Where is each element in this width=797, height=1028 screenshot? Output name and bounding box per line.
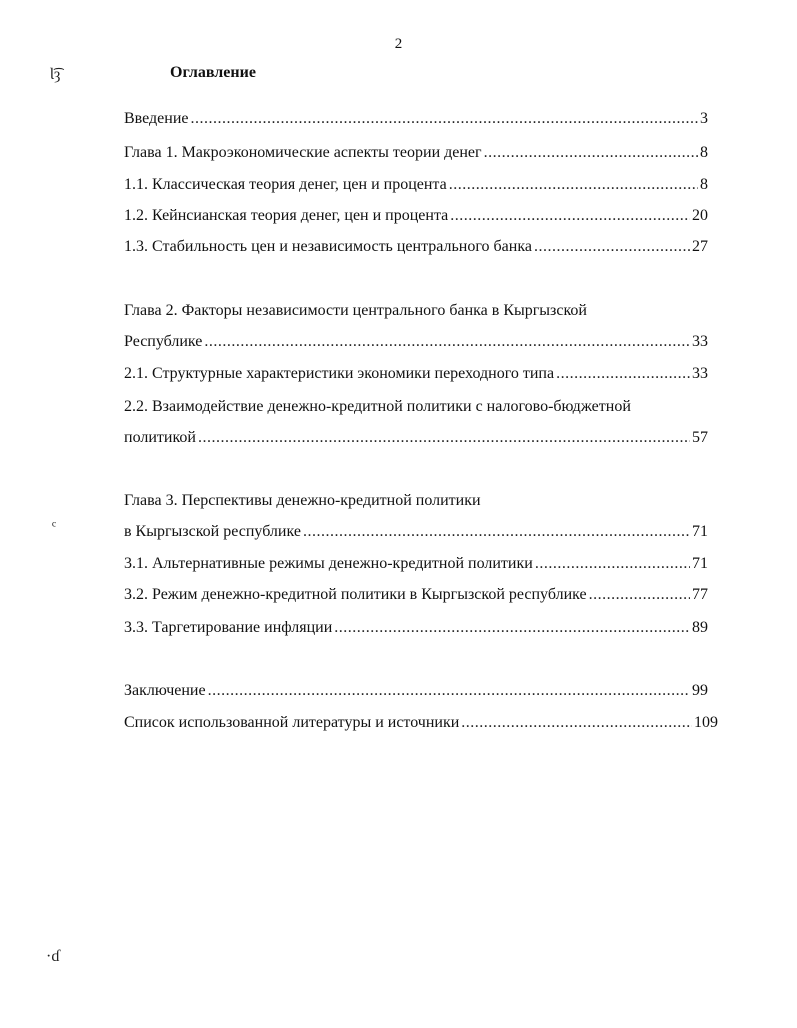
toc-entry-page: 71 — [692, 523, 708, 540]
toc-entry — [124, 584, 708, 606]
toc-entry-page: 8 — [700, 176, 708, 193]
leader-dots — [191, 108, 699, 130]
leader-dots — [334, 617, 690, 639]
toc-entry — [124, 331, 708, 353]
toc-entry-page: 57 — [692, 429, 708, 446]
toc-entry-text: в Кыргызской республике — [124, 523, 301, 540]
toc-entry — [124, 427, 708, 449]
margin-mark: ᶜ — [52, 518, 57, 535]
toc-entry-text: 1.2. Кейнсианская теория денег, цен и процента — [124, 207, 449, 224]
toc-entry-page: 20 — [692, 207, 708, 224]
leader-dots — [556, 363, 690, 385]
leader-dots — [204, 331, 690, 353]
toc-entry-page: 33 — [692, 365, 708, 382]
toc-entry-page: 3 — [700, 110, 708, 127]
toc-entry — [124, 363, 708, 385]
toc-entry — [124, 236, 708, 258]
leader-dots — [450, 205, 690, 227]
toc-entry — [124, 142, 708, 164]
margin-mark: Ɩ͡ȝ — [50, 66, 61, 83]
toc-entry — [124, 490, 708, 512]
toc-entry-text: Заключение — [124, 682, 206, 699]
toc-entry-text: 1.3. Стабильность цен и независимость центрального банка — [124, 238, 532, 255]
toc-entry-page: 99 — [692, 682, 708, 699]
toc-entry-page: 71 — [692, 555, 708, 572]
toc-entry-page: 109 — [694, 714, 718, 731]
leader-dots — [208, 680, 690, 702]
toc-entry — [124, 174, 708, 196]
toc-entry-text: политикой — [124, 429, 196, 446]
margin-mark: ·ɗ — [46, 948, 60, 965]
toc-entry-text: 2.2. Взаимодействие денежно-кредитной политики с налогово-бюджетной — [124, 398, 631, 415]
toc-entry — [124, 521, 708, 543]
toc-entry-page: 89 — [692, 619, 708, 636]
leader-dots — [534, 236, 690, 258]
toc-entry-text: Глава 1. Макроэкономические аспекты теории денег — [124, 144, 482, 161]
toc-entry — [124, 396, 708, 418]
toc-entry — [124, 712, 718, 734]
leader-dots — [303, 521, 690, 543]
leader-dots — [461, 712, 692, 734]
page-number: 2 — [394, 36, 403, 52]
toc-entry-text: 1.1. Классическая теория денег, цен и процента — [124, 176, 447, 193]
toc-title: Оглавление — [170, 64, 256, 81]
toc-entry — [124, 108, 708, 130]
toc-entry-text: 2.1. Структурные характеристики экономики переходного типа — [124, 365, 555, 382]
toc-entry-text: Список использованной литературы и источники — [124, 714, 460, 731]
toc-entry-text: Глава 3. Перспективы денежно-кредитной политики — [124, 492, 481, 509]
leader-dots — [198, 427, 690, 449]
leader-dots — [589, 584, 690, 606]
toc-entry — [124, 300, 708, 322]
toc-entry-page: 8 — [700, 144, 708, 161]
toc-entry-text: 3.1. Альтернативные режимы денежно-кредитной политики — [124, 555, 533, 572]
toc-entry — [124, 680, 708, 702]
toc-entry — [124, 553, 708, 575]
toc-entry-text: Введение — [124, 110, 189, 127]
toc-entry — [124, 205, 708, 227]
toc-entry-page: 33 — [692, 333, 708, 350]
leader-dots — [484, 142, 698, 164]
toc-entry-text: Глава 2. Факторы независимости центрального банка в Кыргызской — [124, 302, 587, 319]
toc-entry-text: 3.2. Режим денежно-кредитной политики в Кыргызской республике — [124, 586, 587, 603]
toc-entry — [124, 617, 708, 639]
toc-entry-text: Республике — [124, 333, 203, 350]
toc-entry-page: 77 — [692, 586, 708, 603]
toc-entry-text: 3.3. Таргетирование инфляции — [124, 619, 333, 636]
leader-dots — [449, 174, 698, 196]
leader-dots — [535, 553, 690, 575]
toc-entry-page: 27 — [692, 238, 708, 255]
